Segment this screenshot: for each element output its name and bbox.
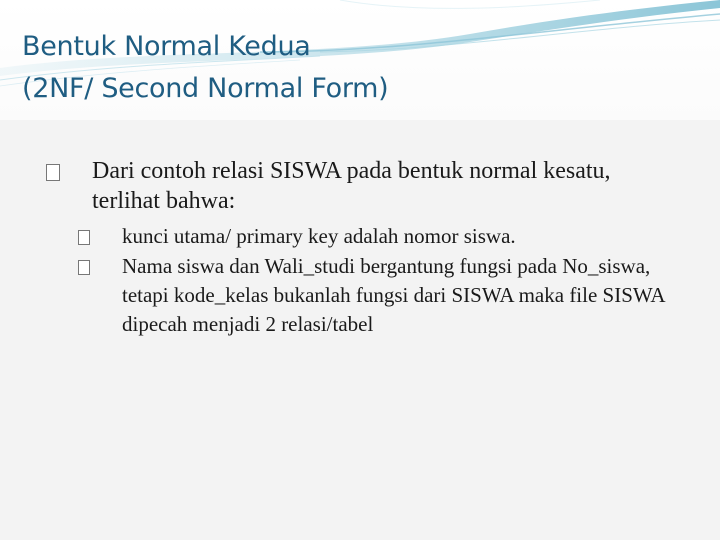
sub-bullet-item [78, 222, 678, 251]
title-line-1: Bentuk Normal Kedua [22, 31, 311, 62]
title-line-2: (2NF/ Second Normal Form) [22, 73, 389, 104]
header-band [0, 0, 720, 120]
sub-bullet-text: kunci utama/ primary key adalah nomor siswa. [122, 224, 516, 248]
slide-title [22, 26, 388, 110]
square-bullet-icon [78, 260, 90, 275]
square-bullet-icon [46, 164, 60, 181]
bullet-text: Dari contoh relasi SISWA pada bentuk normal kesatu, terlihat bahwa: [92, 158, 611, 214]
bullet-item [46, 156, 666, 216]
sub-bullet-text: Nama siswa dan Wali_studi bergantung fungsi pada No_siswa, tetapi kode_kelas bukanlah fungsi dari SISWA maka file SISWA dipecah menjadi 2 relasi/tabel [122, 254, 665, 336]
sub-bullet-item [78, 252, 678, 339]
square-bullet-icon [78, 230, 90, 245]
